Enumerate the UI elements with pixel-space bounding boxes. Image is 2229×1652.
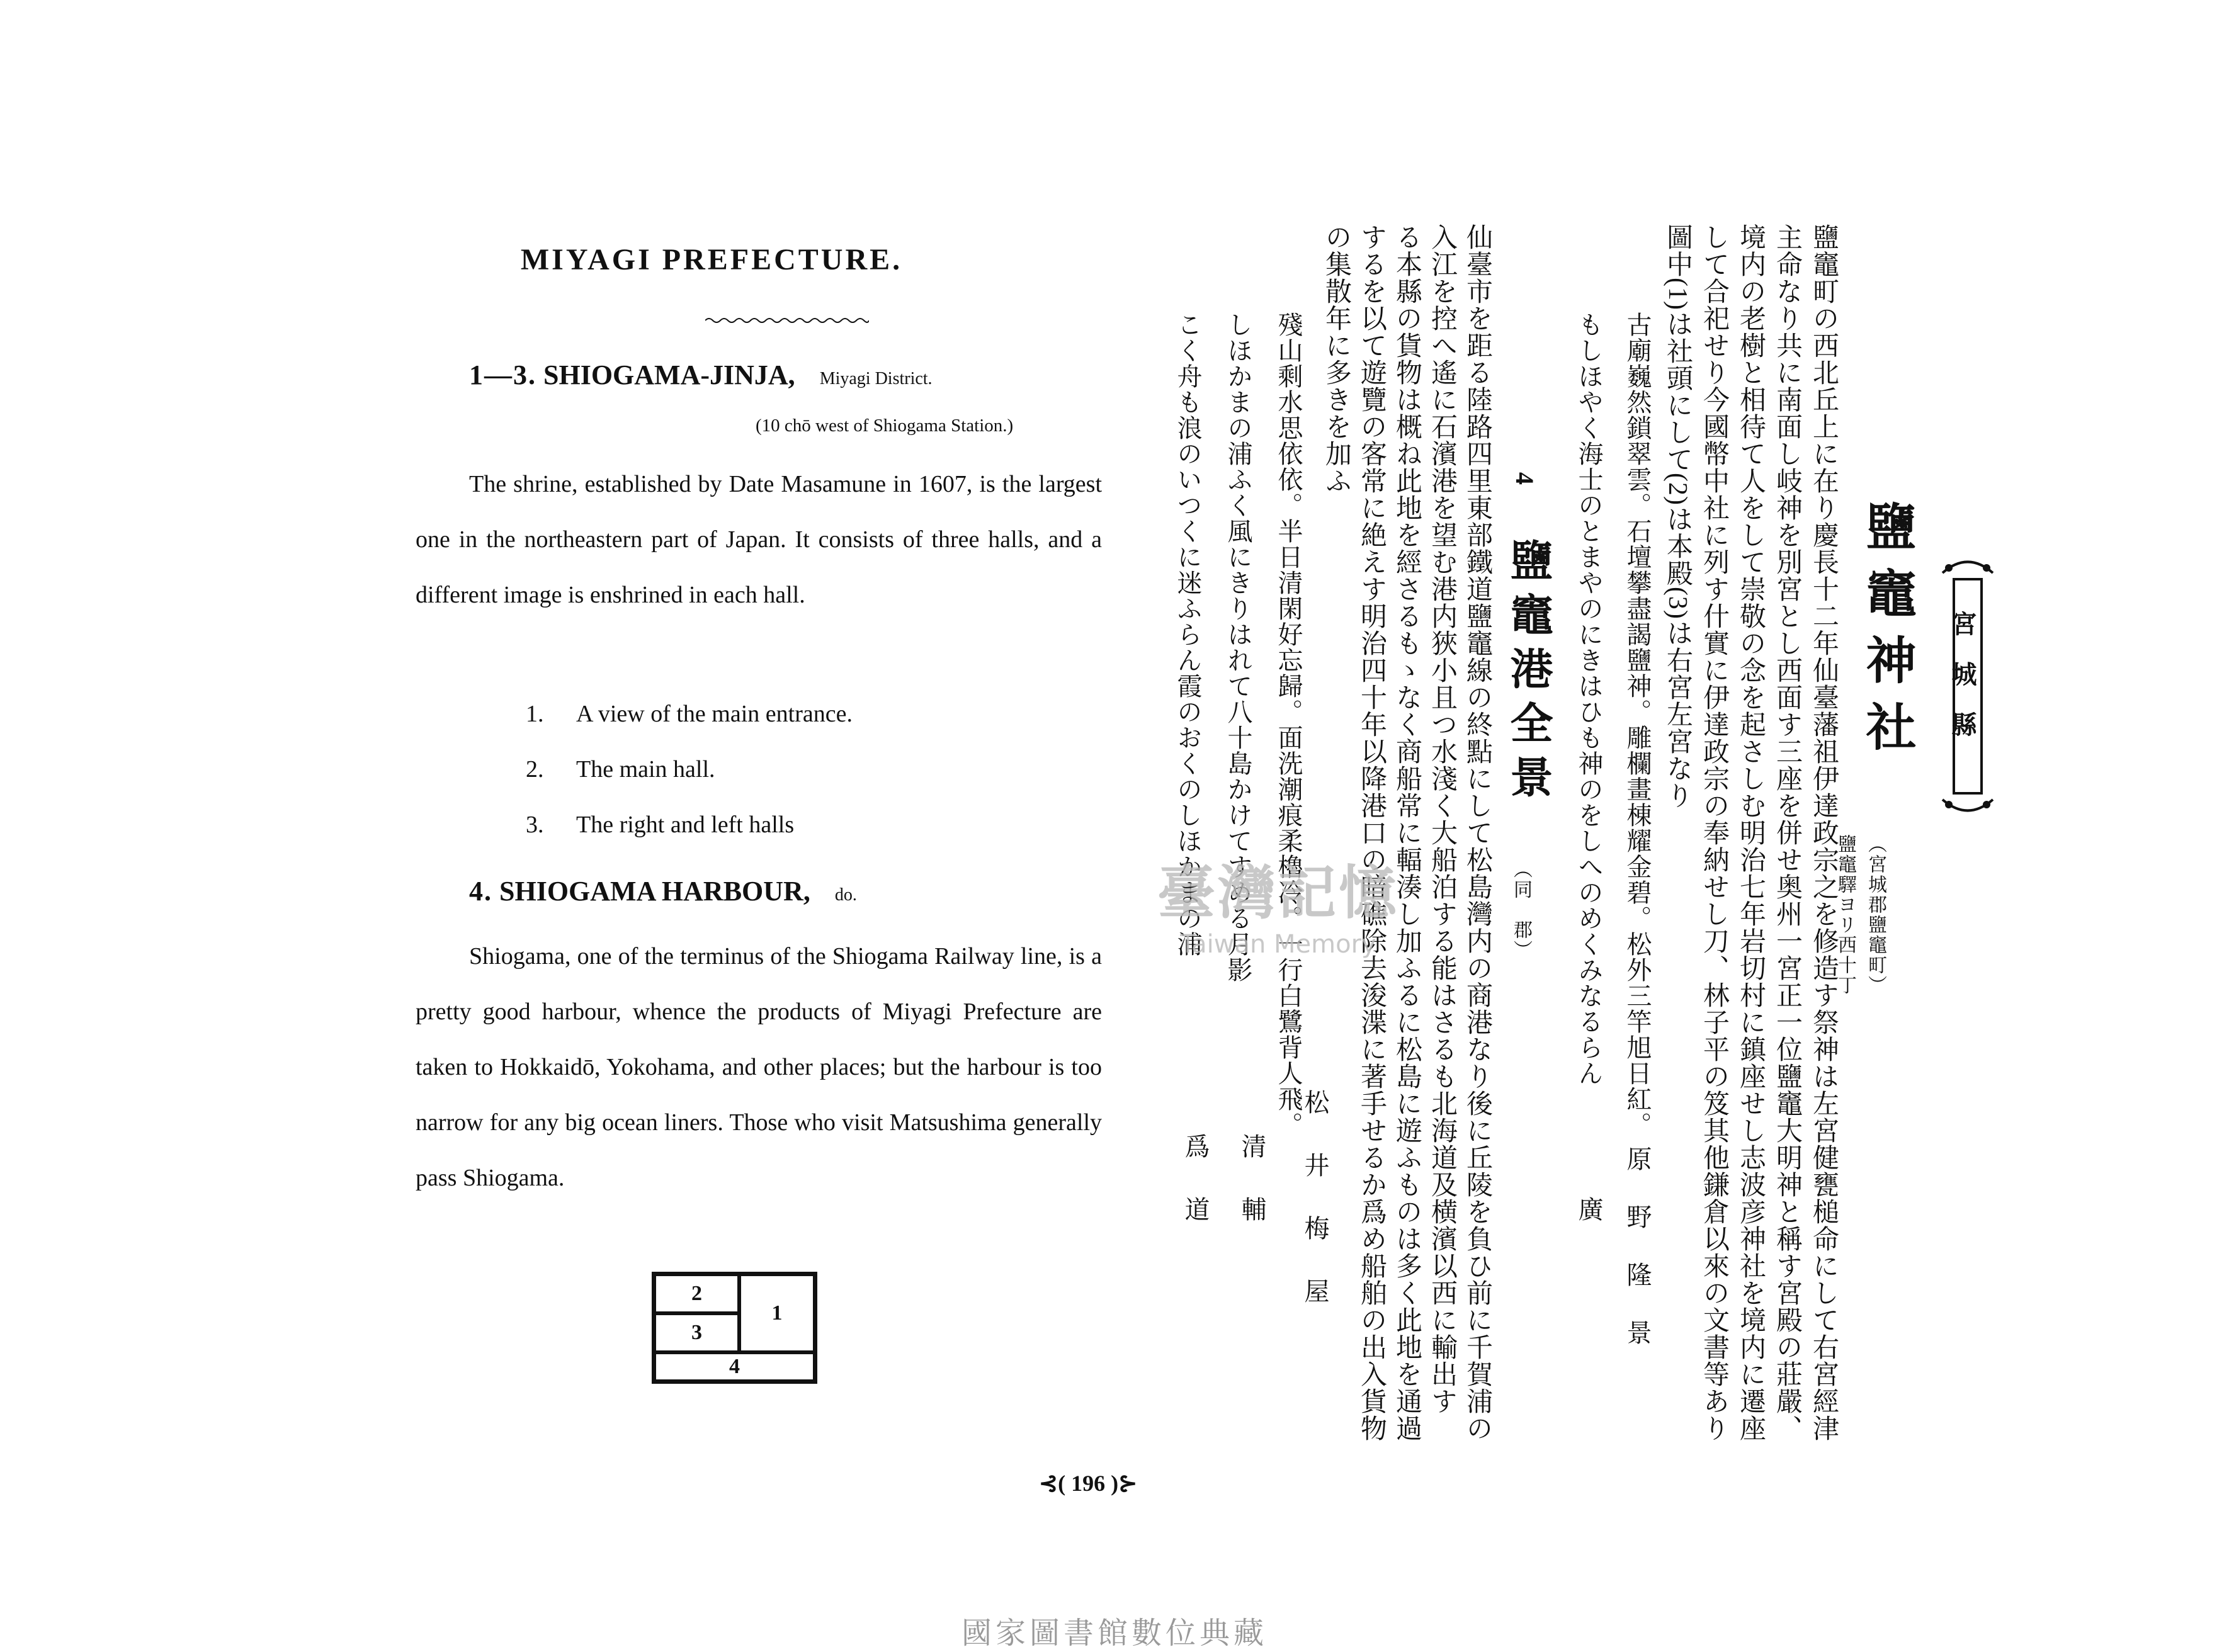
- jp-section1-line: 主命なり共に南面し岐神を別宮とし西面す三座を併せ奥州一宮正一位鹽竈大明神と稱す宮殿の莊嚴、: [1772, 223, 1801, 1442]
- jp-section4-poem1: 殘山剩水思依依。半日清閑好忘歸。面洗潮痕柔櫓冷。一行白鷺背人飛。: [1274, 312, 1303, 1138]
- list-item: 1. A view of the main entrance.: [526, 701, 853, 727]
- plate-cell-4: 4: [654, 1352, 815, 1381]
- section4-number: 4.: [469, 876, 492, 907]
- jp-section4-line: の集散年に多きを加ふ: [1322, 223, 1351, 494]
- jp-section1-district: （宮城郡鹽竈町）: [1865, 834, 1886, 995]
- section4-district: do.: [834, 885, 857, 905]
- jp-section1-line: して合祀せり今國幣中社に列す什實に伊達政宗の奉納せし刀、林子平の笈其他鎌倉以來の文書等あり: [1699, 223, 1728, 1442]
- jp-section1-line: 境内の老樹と相待て人をして崇敬の念を起さしむ明治七年岩切村に鎮座せし志波彦神社を境内に遷座: [1736, 223, 1765, 1442]
- section1-location: (10 chō west of Shiogama Station.): [756, 416, 1014, 436]
- title-wavy-rule: [705, 316, 869, 325]
- section1-paragraph: The shrine, established by Date Masamune in 1607, is the largest one in the northeastern part of Japan. It consists of three halls, and a different image is enshrined in each hall.: [416, 471, 1102, 608]
- section1-heading: [469, 359, 933, 391]
- jp-section4-line: る本縣の貨物は概ね此地を經さるもゝなく商船常に輻湊し加ふるに松島に遊ふものは多く此地を通過: [1392, 223, 1421, 1442]
- plate-layout-diagram: [652, 1272, 817, 1384]
- jp-section4-number: 4: [1511, 472, 1539, 486]
- jp-section1-distance: 鹽竈驛ヨリ西十丁: [1835, 834, 1856, 995]
- jp-section1-line: 鹽竈町の西北丘上に在り慶長十二年仙臺藩祖伊達政宗之を修造す祭神は左宮健甕槌命にして右宮經津: [1809, 223, 1838, 1442]
- jp-section4-line: 仙臺市を距る陸路四里東部鐵道鹽竈線の終點にして松島灣内の商港なり後に丘陵を負ひ前に千賀浦の: [1463, 223, 1492, 1442]
- view-list: [526, 686, 853, 852]
- jp-section4-title: 鹽竈港全景: [1504, 538, 1552, 809]
- page-number: ⊰( 196 )⊱: [1039, 1471, 1138, 1496]
- jp-section4-line: するを以て遊覽の客常に絶えす明治四十年以降港口の暗礁除去浚渫に著手せるか爲め船舶の出入貨物: [1357, 223, 1386, 1442]
- prefecture-stamp: 宮城縣: [1936, 554, 1999, 818]
- section1-name: SHIOGAMA-JINJA,: [543, 359, 795, 390]
- library-footer: 國家圖書館數位典藏: [961, 1615, 1268, 1651]
- section4-heading: [469, 875, 857, 907]
- jp-section1-line: 圖中(1)は社頭にして(2)は本殿(3)は右宮左宮なり: [1663, 223, 1692, 809]
- watermark: 臺灣記憶 Taiwan Memory: [1157, 859, 1399, 959]
- jp-section4-district: （同 郡）: [1511, 859, 1531, 960]
- list-item: 2. The main hall.: [526, 756, 715, 783]
- jp-section4-poem2: しほかまの浦ふく風にきりはれて八十島かけてすめる月影: [1224, 312, 1252, 983]
- jp-section1-poem2: もしほやく海士のとまやのにきはひも神のをしへのめくみなるらん: [1575, 312, 1603, 1086]
- jp-section4-poet2: 清 輔: [1238, 1133, 1266, 1228]
- jp-section1-poem1: 古廟巍然鎖翠雲。石壇攀盡謁鹽神。雕欄畫棟耀金碧。松外三竿旭日紅。: [1623, 312, 1652, 1138]
- jp-section1-poet2: 廣: [1575, 1196, 1603, 1223]
- section1-district: Miyagi District.: [819, 369, 933, 388]
- ornament-right-icon: )⊱: [1111, 1471, 1138, 1496]
- jp-section1-title: 鹽竈神社: [1858, 501, 1914, 767]
- plate-cell-3: 3: [654, 1313, 739, 1352]
- ornament-left-icon: ⊰(: [1039, 1471, 1066, 1496]
- jp-section4-poet1: 松 井 梅 屋: [1301, 1089, 1329, 1310]
- plate-cell-2: 2: [654, 1274, 739, 1313]
- section4-paragraph: Shiogama, one of the terminus of the Shiogama Railway line, is a pretty good harbour, whence the products of Miyagi Prefecture are taken to Hokkaidō, Yokohama, and other places; but the harbour is too narrow for any big ocean liners. Those who visit Matsushima generally pass Shiogama.: [416, 943, 1102, 1191]
- plate-cell-1: 1: [739, 1274, 815, 1352]
- jp-section4-poet3: 爲 道: [1181, 1133, 1210, 1228]
- english-title: MIYAGI PREFECTURE.: [520, 243, 903, 276]
- list-item: 3. The right and left halls: [526, 812, 795, 838]
- jp-section1-poet1: 原 野 隆 景: [1623, 1146, 1652, 1349]
- section4-name: SHIOGAMA HARBOUR,: [499, 876, 810, 907]
- jp-section4-line: 入江を控へ遙に石濱港を望む港内狹小且つ水淺く大船泊する能はさるも北海道及横濱以西に輸出す: [1427, 223, 1456, 1415]
- jp-section4-poem3: こく舟も浪のいつくに迷ふらん霞のおくのしほかまの浦: [1174, 312, 1202, 957]
- section1-number: 1—3.: [469, 359, 536, 390]
